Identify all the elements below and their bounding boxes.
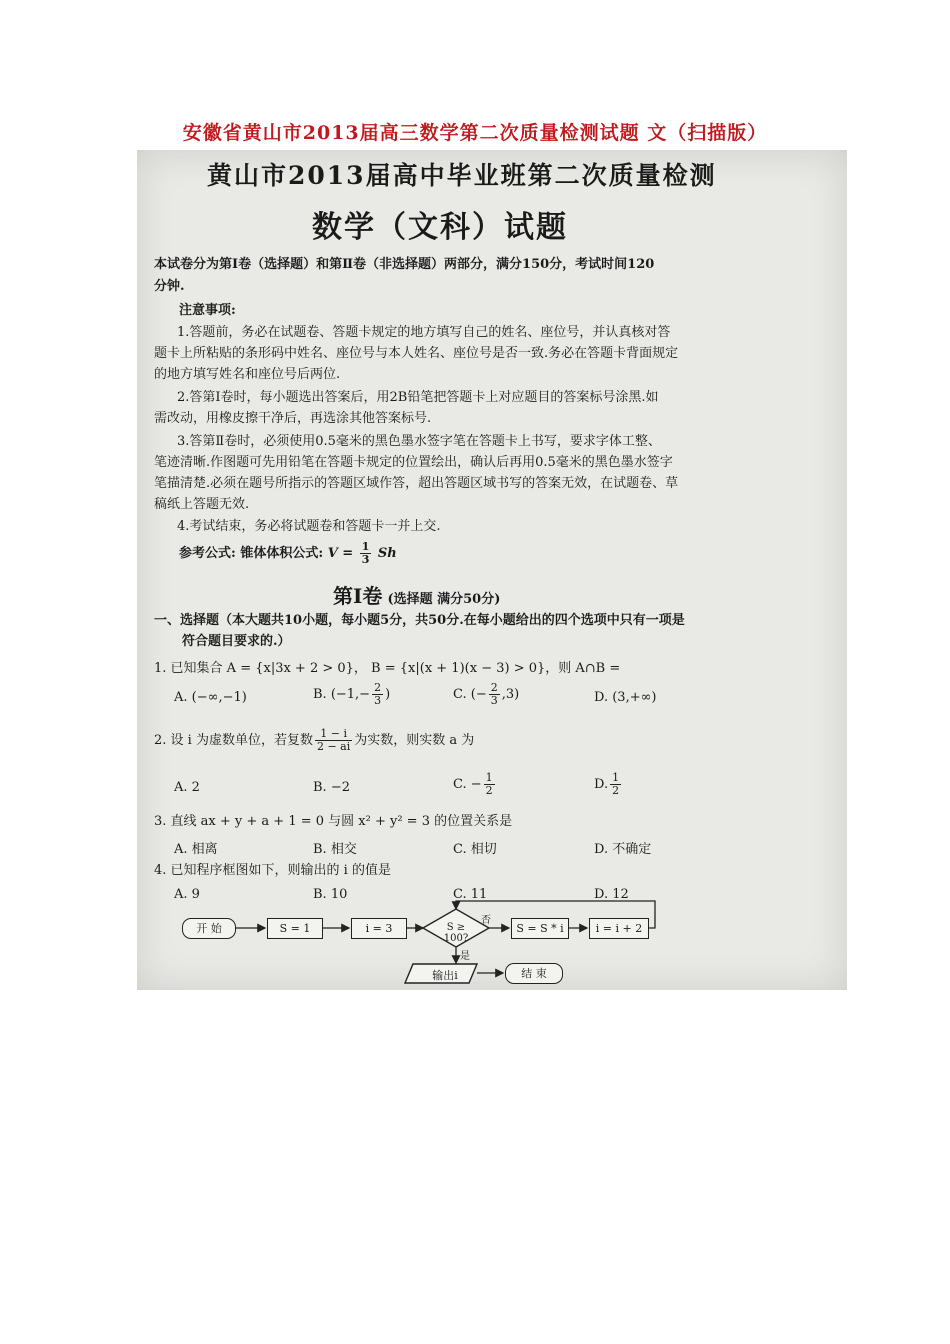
formula-sh: Sh (377, 546, 397, 561)
exam-subject: 数学（文科）试题 (312, 210, 568, 245)
question-4-stem: 4. 已知程序框图如下，则输出的 i 的值是 (154, 863, 391, 878)
program-flowchart (177, 895, 667, 990)
question-1-stem: 1. 已知集合 A = {x|3x + 2 > 0}， B = {x|(x + 1)(x − 3) > 0}，则 A∩B = (154, 661, 621, 676)
q2-option-b: B. −2 (313, 780, 350, 795)
intro-line-1: 本试卷分为第Ⅰ卷（选择题）和第Ⅱ卷（非选择题）两部分，满分150分，考试时间120 (154, 257, 655, 272)
q3-option-b: B. 相交 (313, 842, 357, 857)
q4-option-c: C. 11 (453, 887, 488, 902)
notice-line: 2.答第Ⅰ卷时，每小题选出答案后，用2B铅笔把答题卡上对应题目的答案标号涂黑.如 (177, 390, 659, 405)
q3-option-d: D. 不确定 (594, 842, 652, 857)
formula-fraction: $\frac{1}{3}$ (361, 540, 370, 566)
formula-label: 参考公式: (179, 546, 236, 561)
formula-v: V = (327, 546, 354, 561)
q4-option-b: B. 10 (313, 887, 348, 902)
intro-line-2: 分钟. (154, 279, 185, 294)
flow-output: 输出i (432, 969, 458, 982)
notice-line: 4.考试结束，务必将试题卷和答题卡一并上交. (177, 519, 441, 534)
part1-title: 第Ⅰ卷 (333, 584, 383, 608)
part1-heading (333, 580, 500, 609)
question-2-stem: 2. 设 i 为虚数单位，若复数 $\frac{1 - i}{2 - ai}$ 为实数，则实数 a 为 (154, 727, 475, 753)
flow-i-update: i = i + 2 (589, 918, 649, 939)
notice-line: 3.答第Ⅱ卷时，必须使用0.5毫米的黑色墨水签字笔在答题卡上书写，要求字体工整、 (177, 434, 661, 449)
notice-line: 1.答题前，务必在试题卷、答题卡规定的地方填写自己的姓名、座位号，并认真核对答 (177, 325, 671, 340)
q4-option-d: D. 12 (594, 887, 629, 902)
flow-start: 开 始 (182, 918, 236, 939)
flow-yes-label: 是 (460, 951, 470, 962)
notice-heading: 注意事项: (179, 303, 236, 318)
part1-subtitle: (选择题 满分50分) (387, 592, 501, 607)
q1-option-c: C. (− $\frac{2}{3}$ ,3) (453, 681, 520, 707)
flow-end: 结 束 (505, 963, 563, 984)
formula-row (179, 541, 397, 566)
section1-line-2: 符合题目要求的.） (182, 634, 291, 649)
notice-line: 需改动，用橡皮擦干净后，再选涂其他答案标号. (154, 411, 432, 426)
document-title: 安徽省黄山市2013届高三数学第二次质量检测试题 文（扫描版） (182, 122, 768, 144)
q3-option-a: A. 相离 (174, 842, 218, 857)
section1-line-1: 一、选择题（本大题共10小题，每小题5分，共50分.在每小题给出的四个选项中只有一项是 (154, 613, 685, 628)
notice-line: 的地方填写姓名和座位号后两位. (154, 367, 341, 382)
flow-i-init: i = 3 (351, 918, 407, 939)
exam-title: 黄山市2013届高中毕业班第二次质量检测 (207, 161, 717, 190)
scanned-page (137, 150, 847, 990)
flow-no-label: 否 (481, 915, 491, 926)
question-3-stem: 3. 直线 ax + y + a + 1 = 0 与圆 x² + y² = 3 的位置关系是 (154, 814, 513, 829)
q3-option-c: C. 相切 (453, 842, 497, 857)
flow-s-init: S = 1 (267, 918, 323, 939)
notice-line: 笔迹清晰.作图题可先用铅笔在答题卡规定的位置绘出，确认后再用0.5毫米的黑色墨水签字 (154, 455, 673, 470)
formula-text: 锥体体积公式: (240, 546, 324, 561)
q2-option-a: A. 2 (174, 780, 200, 795)
q1-option-d: D. (3,+∞) (594, 690, 657, 705)
q2-option-c: C. − $\frac{1}{2}$ (453, 771, 493, 797)
notice-line: 题卡上所粘贴的条形码中姓名、座位号与本人姓名、座位号是否一致.务必在答题卡背面规定 (154, 346, 679, 361)
q2-option-d: D. $\frac{1}{2}$ (594, 771, 620, 797)
flow-s-update: S = S * i (511, 918, 569, 939)
q1-option-a: A. (−∞,−1) (174, 690, 247, 705)
flow-condition: S ≥ 100? (443, 922, 469, 944)
notice-line: 笔描清楚.必须在题号所指示的答题区域作答，超出答题区域书写的答案无效，在试题卷、草 (154, 476, 679, 491)
q1-option-b: B. (−1,− $\frac{2}{3}$ ) (313, 681, 391, 707)
q4-option-a: A. 9 (174, 887, 200, 902)
notice-line: 稿纸上答题无效. (154, 497, 250, 512)
